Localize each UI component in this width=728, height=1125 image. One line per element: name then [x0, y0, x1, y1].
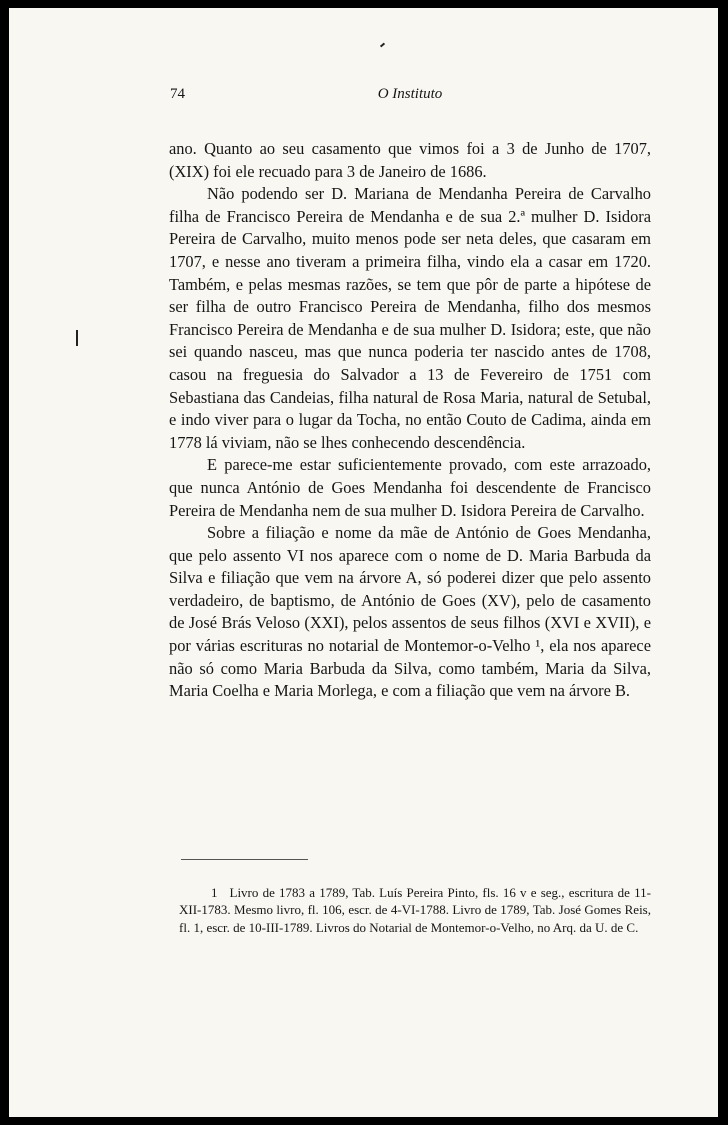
- footnote-marker: 1: [211, 885, 218, 900]
- paragraph: ano. Quanto ao seu casamento que vimos foi a 3 de Junho de 1707, (XIX) foi ele recuado para 3 de Janeiro de 1686.: [169, 139, 651, 181]
- running-title: O Instituto: [377, 86, 443, 102]
- paragraph: Não podendo ser D. Mariana de Mendanha Pereira de Carvalho filha de Francisco Pereira de Mendanha e de sua 2.ª mulher D. Isidora Pereira de Carvalho, muito menos pode ser neta deles, que casaram em 1707, e nesse ano tiveram a primeira filha, vindo ela a casar em 1720. Também, e pelas mesmas razões, se tem que pôr de parte a hipótese de ser filha de outro Francisco Pereira de Mendanha, filho dos mesmos Francisco Pereira de Mendanha e de sua mulher D. Isidora; este, que não sei quando nasceu, mas que nunca poderia ter nascido antes de 1708, casou na freguesia do Salvador a 13 de Fevereiro de 1751 com Sebastiana das Candeias, filha natural de Rosa Maria, natural de Setubal, e indo viver para o lugar da Tocha, no então Couto de Cadima, ainda em 1778 lá viviam, não se lhes conhecendo descendência.: [169, 184, 651, 452]
- scanned-page: [9, 8, 718, 1117]
- paragraph: E parece-me estar suficientemente provado, com este arrazoado, que nunca António de Goes Mendanha foi descendente de Francisco Pereira de Mendanha nem de sua mulher D. Isidora Pereira de Carvalho.: [169, 455, 651, 520]
- stray-mark: [76, 330, 78, 346]
- page-number: 74: [170, 86, 185, 102]
- paragraph: Sobre a filiação e nome da mãe de António de Goes Mendanha, que pelo assento VI nos aparece com o nome de D. Maria Barbuda da Silva e filiação que vem na árvore A, só poderei dizer que pelo assento verdadeiro, de baptismo, de António de Goes (XV), pelo de casamento de José Brás Veloso (XXI), pelos assentos de seus filhos (XVI e XVII), e por várias escrituras no notarial de Montemor-o-Velho ¹, ela nos aparece não só como Maria Barbuda da Silva, como também, Maria da Silva, Maria Coelha e Maria Morlega, e com a filiação que vem na árvore B.: [169, 523, 651, 701]
- stray-mark: [380, 43, 385, 48]
- body-text: [169, 138, 651, 703]
- footnote-text: Livro de 1783 a 1789, Tab. Luís Pereira Pinto, fls. 16 v e seg., escritura de 11-XII-1783. Mesmo livro, fl. 106, escr. de 4-VI-1788. Livro de 1789, Tab. José Gomes Reis, fl. 1, escr. de 10-III-1789. Livros do Notarial de Montemor-o-Velho, no Arq. da U. de C.: [179, 885, 651, 935]
- footnote: [179, 884, 651, 936]
- footnote-separator: [181, 859, 308, 860]
